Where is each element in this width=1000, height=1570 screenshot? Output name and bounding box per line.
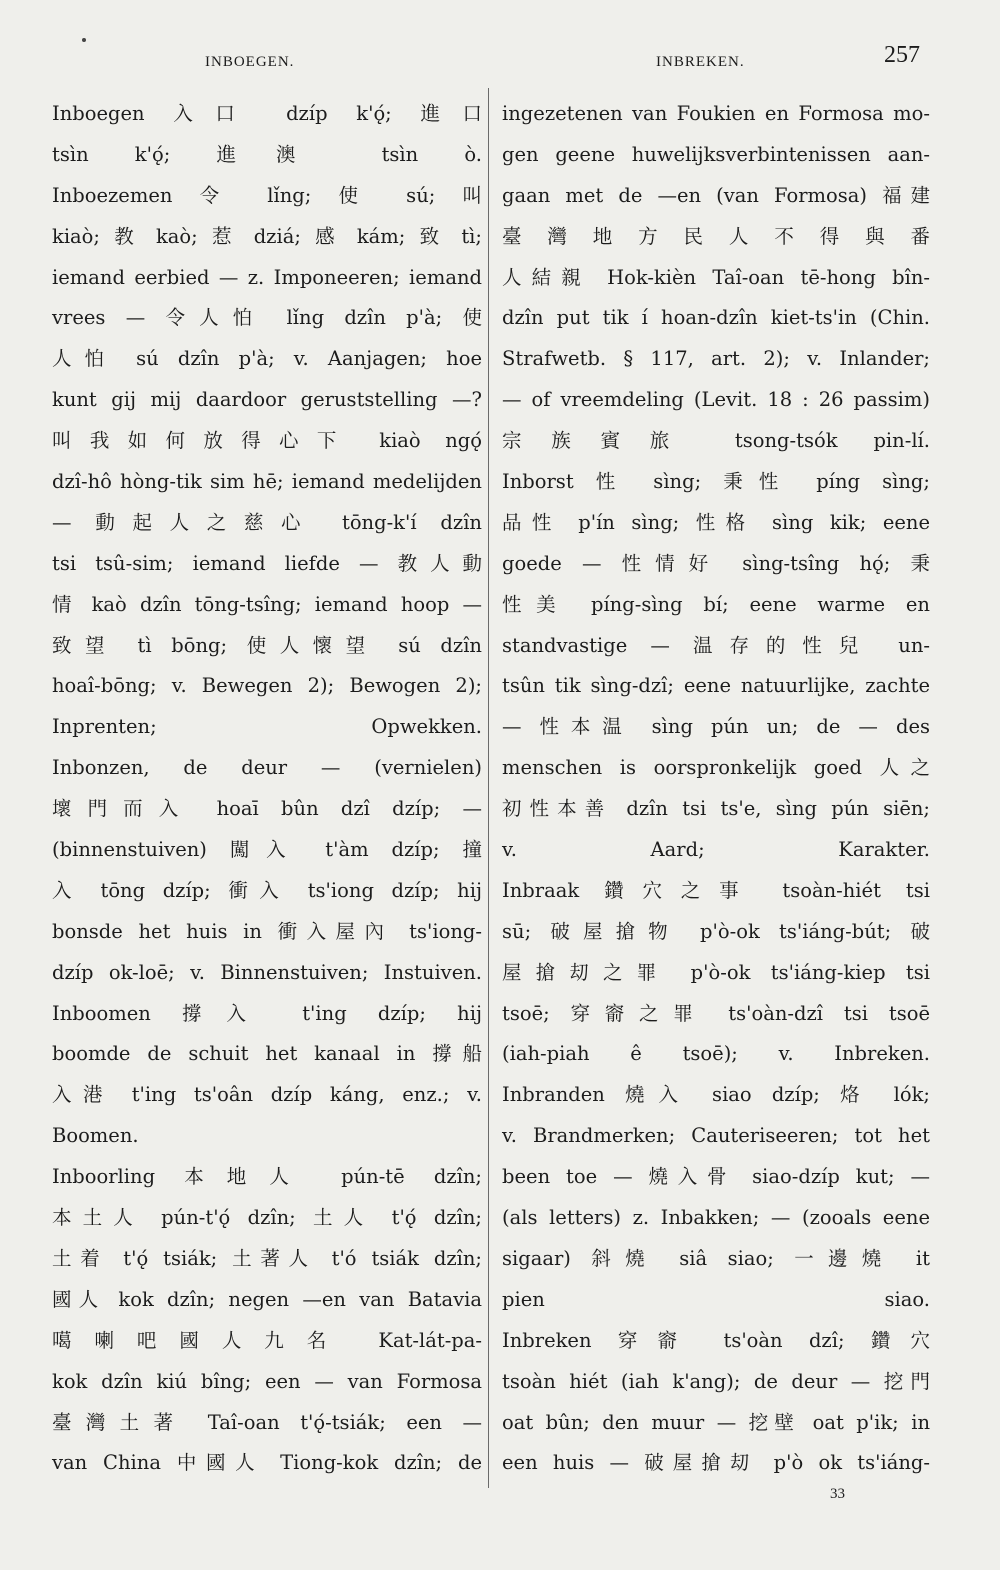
text-line: 屋搶刧之罪 p'ò-ok ts'iáng-kiep tsi xyxy=(502,960,930,984)
text-line: 噶喇吧國人九名 Kat-lát-pa- xyxy=(52,1328,482,1352)
text-line: Inboegen 入口 dzíp k'ǫ́; 進口 xyxy=(52,102,482,125)
text-line: vrees — 令人怕 lǐng dzîn p'à; 使 xyxy=(52,306,482,330)
text-line: Inbreken 穿窬 ts'oàn dzî; 鑽穴 xyxy=(502,1328,930,1352)
text-line: kunt gij mij daardoor geruststelling —? xyxy=(52,388,482,412)
text-line: gaan met de —en (van Formosa) 福建 xyxy=(502,183,930,207)
page-number: 257 xyxy=(884,42,920,68)
text-line: 宗族賓旅 tsong-tsók pin-lí. xyxy=(502,429,930,453)
text-line: — 動起人之慈心 tōng-k'í dzîn xyxy=(52,510,482,534)
text-line: tsìn k'ǫ́; 進澳 tsìn ò. xyxy=(52,142,482,166)
text-line: hoaî-bōng; v. Bewegen 2); Bewogen 2); xyxy=(52,674,482,698)
text-line: boomde de schuit het kanaal in 撐船 xyxy=(52,1042,482,1066)
text-line: 叫我如何放得心下 kiaò ngǫ́ xyxy=(52,429,482,453)
text-line: tsoē; 穿窬之罪 ts'oàn-dzî tsi tsoē xyxy=(502,1001,930,1025)
left-column xyxy=(52,94,482,1484)
text-line: — 性本温 sìng pún un; de — des xyxy=(502,715,930,739)
text-line: 國人 kok dzîn; negen —en van Batavia xyxy=(52,1287,482,1311)
text-line: 情 kaò dzîn tōng-tsîng; iemand hoop — xyxy=(52,592,482,616)
text-line: kok dzîn kiú bîng; een — van Formosa xyxy=(52,1369,482,1393)
text-line: bonsde het huis in 衝入屋內 ts'iong- xyxy=(52,919,482,943)
text-line: 人怕 sú dzîn p'à; v. Aanjagen; hoe xyxy=(52,347,482,371)
printer-dot xyxy=(82,38,86,42)
text-line: iemand eerbied — z. Imponeeren; iemand xyxy=(52,265,482,289)
text-line: 臺灣地方民人不得與番 xyxy=(502,224,930,248)
running-head-right: INBREKEN. xyxy=(656,54,745,70)
text-line: Inbraak 鑽穴之事 tsoàn-hiét tsi xyxy=(502,878,930,902)
text-line: pien siao. xyxy=(502,1287,930,1311)
text-line: Inprenten; Opwekken. xyxy=(52,715,482,739)
text-line: een huis — 破屋搶刧 p'ò ok ts'iáng- xyxy=(502,1451,930,1475)
text-line: (als letters) z. Inbakken; — (zooals eene xyxy=(502,1206,930,1230)
text-line: goede — 性情好 sìng-tsîng hǫ́; 秉 xyxy=(502,551,930,575)
text-line: Inborst 性 sìng; 秉性 píng sìng; xyxy=(502,470,930,494)
column-divider xyxy=(488,88,489,1488)
text-line: van China 中國人 Tiong-kok dzîn; de xyxy=(52,1451,482,1475)
text-line: Inbonzen, de deur — (vernielen) xyxy=(52,756,482,780)
text-line: Boomen. xyxy=(52,1124,139,1148)
text-line: tsûn tik sìng-dzî; eene natuurlijke, zachte xyxy=(502,674,930,698)
text-line: 品性 p'ín sìng; 性格 sìng kik; eene xyxy=(502,510,930,534)
text-line: Inboezemen 令 lǐng; 使 sú; 叫 xyxy=(52,183,482,207)
text-line: v. Aard; Karakter. xyxy=(502,838,930,862)
text-line: tsoàn hiét (iah k'ang); de deur — 挖門 xyxy=(502,1369,930,1393)
text-line: dzíp ok-loē; v. Binnenstuiven; Instuiven. xyxy=(52,960,482,984)
running-head-left: INBOEGEN. xyxy=(205,54,295,70)
text-line: (iah-piah ê tsoē); v. Inbreken. xyxy=(502,1042,930,1066)
text-line: — of vreemdeling (Levit. 18 : 26 passim) xyxy=(502,388,930,412)
right-column xyxy=(502,94,930,1484)
text-line: 致望 tì bōng; 使人懷望 sú dzîn xyxy=(52,633,482,657)
text-line: tsi tsû-sim; iemand liefde — 教人動 xyxy=(52,551,482,575)
text-line: 本土人 pún-t'ǫ́ dzîn; 土人 t'ǫ́ dzîn; xyxy=(52,1206,482,1230)
text-line: Inboorling 本地人 pún-tē dzîn; xyxy=(52,1165,482,1189)
text-line: 壞門而入 hoaī bûn dzî dzíp; — xyxy=(52,797,482,821)
text-line: 性美 píng-sìng bí; eene warme en xyxy=(502,592,930,616)
text-line: dzîn put tik í hoan-dzîn kiet-ts'in (Chin. xyxy=(502,306,930,330)
text-line: 臺灣土著 Taî-oan t'ǫ́-tsiák; een — xyxy=(52,1410,482,1434)
text-line: been toe — 燒入骨 siao-dzíp kut; — xyxy=(502,1165,930,1189)
text-line: v. Brandmerken; Cauteriseeren; tot het xyxy=(502,1124,930,1148)
text-line: (binnenstuiven) 闖入 t'àm dzíp; 撞 xyxy=(52,838,482,862)
text-line: Strafwetb. § 117, art. 2); v. Inlander; xyxy=(502,347,930,371)
text-line: dzî-hô hòng-tik sim hē; iemand medelijden xyxy=(52,470,482,494)
text-line: gen geene huwelijksverbintenissen aan- xyxy=(502,142,930,166)
signature-mark: 33 xyxy=(830,1486,845,1502)
text-line: menschen is oorspronkelijk goed 人之 xyxy=(502,756,930,780)
text-line: Inbranden 燒入 siao dzíp; 烙 lók; xyxy=(502,1083,930,1107)
text-line: 入 tōng dzíp; 衝入 ts'iong dzíp; hij xyxy=(52,878,482,902)
text-line: sū; 破屋搶物 p'ò-ok ts'iáng-bút; 破 xyxy=(502,919,930,943)
text-line: standvastige — 温存的性兒 un- xyxy=(502,633,930,657)
text-line: kiaò; 教 kaò; 惹 dziá; 感 kám; 致 tì; xyxy=(52,224,482,248)
text-line: 人結親 Hok-kièn Taî-oan tē-hong bîn- xyxy=(502,265,930,289)
text-line: 土着 t'ǫ́ tsiák; 土著人 t'ó tsiák dzîn; xyxy=(52,1246,482,1270)
text-line: 初性本善 dzîn tsi ts'e, sìng pún siēn; xyxy=(502,797,930,821)
text-line: sigaar) 斜燒 siâ siao; 一邊燒 it xyxy=(502,1246,930,1270)
text-line: Inboomen 撐入 t'ing dzíp; hij xyxy=(52,1001,482,1025)
text-line: 入港 t'ing ts'oân dzíp káng, enz.; v. xyxy=(52,1083,482,1107)
text-line: ingezetenen van Foukien en Formosa mo- xyxy=(502,102,930,125)
text-line: oat bûn; den muur — 挖壁 oat p'ik; in xyxy=(502,1410,930,1434)
